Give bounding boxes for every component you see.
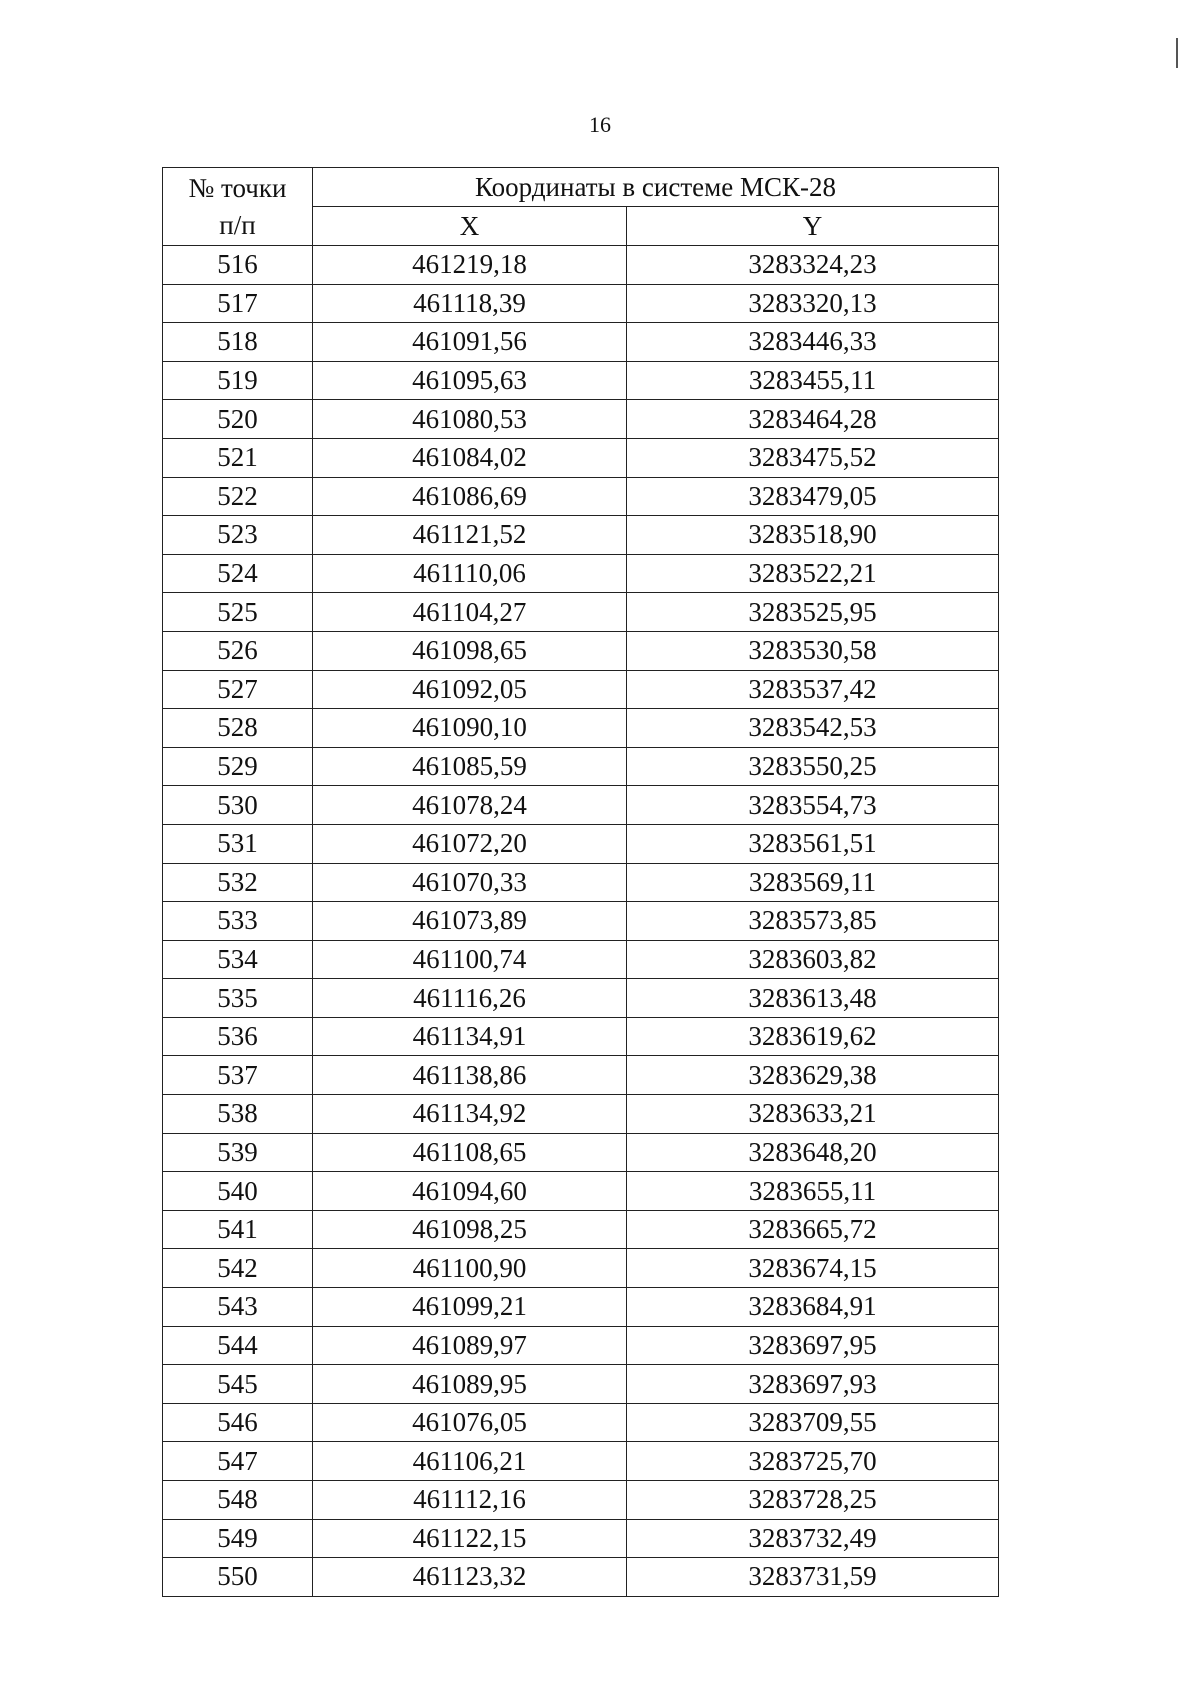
y-coordinate-cell: 3283619,62 bbox=[627, 1017, 999, 1056]
table-row bbox=[163, 1365, 999, 1404]
point-number-cell: 538 bbox=[163, 1095, 313, 1134]
x-coordinate-cell: 461094,60 bbox=[313, 1172, 627, 1211]
table-row bbox=[163, 940, 999, 979]
point-number-cell: 528 bbox=[163, 709, 313, 748]
point-number-cell: 546 bbox=[163, 1403, 313, 1442]
table-row bbox=[163, 979, 999, 1018]
table-row bbox=[163, 1558, 999, 1597]
y-coordinate-cell: 3283732,49 bbox=[627, 1519, 999, 1558]
point-number-cell: 532 bbox=[163, 863, 313, 902]
table-row bbox=[163, 1056, 999, 1095]
table-row bbox=[163, 1172, 999, 1211]
y-coordinate-cell: 3283629,38 bbox=[627, 1056, 999, 1095]
y-coordinate-cell: 3283728,25 bbox=[627, 1481, 999, 1520]
table-row bbox=[163, 593, 999, 632]
table-row bbox=[163, 1519, 999, 1558]
point-number-cell: 536 bbox=[163, 1017, 313, 1056]
x-coordinate-cell: 461100,74 bbox=[313, 940, 627, 979]
y-coordinate-cell: 3283709,55 bbox=[627, 1403, 999, 1442]
x-coordinate-cell: 461092,05 bbox=[313, 670, 627, 709]
y-coordinate-cell: 3283569,11 bbox=[627, 863, 999, 902]
y-coordinate-cell: 3283674,15 bbox=[627, 1249, 999, 1288]
point-number-cell: 549 bbox=[163, 1519, 313, 1558]
x-coordinate-cell: 461138,86 bbox=[313, 1056, 627, 1095]
y-coordinate-cell: 3283518,90 bbox=[627, 516, 999, 555]
y-coordinate-cell: 3283446,33 bbox=[627, 323, 999, 362]
page-number: 16 bbox=[589, 112, 611, 137]
x-coordinate-cell: 461090,10 bbox=[313, 709, 627, 748]
x-coordinate-cell: 461104,27 bbox=[313, 593, 627, 632]
x-coordinate-cell: 461089,97 bbox=[313, 1326, 627, 1365]
y-coordinate-cell: 3283648,20 bbox=[627, 1133, 999, 1172]
x-coordinate-cell: 461219,18 bbox=[313, 246, 627, 285]
point-number-cell: 533 bbox=[163, 902, 313, 941]
point-number-cell: 518 bbox=[163, 323, 313, 362]
table-row bbox=[163, 863, 999, 902]
point-number-cell: 541 bbox=[163, 1210, 313, 1249]
point-number-cell: 520 bbox=[163, 400, 313, 439]
point-number-cell: 521 bbox=[163, 438, 313, 477]
x-coordinate-cell: 461122,15 bbox=[313, 1519, 627, 1558]
x-coordinate-cell: 461085,59 bbox=[313, 747, 627, 786]
y-coordinate-cell: 3283697,93 bbox=[627, 1365, 999, 1404]
y-coordinate-cell: 3283320,13 bbox=[627, 284, 999, 323]
x-coordinate-cell: 461076,05 bbox=[313, 1403, 627, 1442]
x-coordinate-cell: 461089,95 bbox=[313, 1365, 627, 1404]
table-row bbox=[163, 1095, 999, 1134]
point-number-cell: 517 bbox=[163, 284, 313, 323]
table-row bbox=[163, 1133, 999, 1172]
coordinates-table bbox=[162, 167, 999, 1597]
point-number-cell: 540 bbox=[163, 1172, 313, 1211]
point-number-header-line1: № точки bbox=[188, 173, 287, 204]
point-number-header bbox=[163, 168, 313, 246]
y-coordinate-cell: 3283537,42 bbox=[627, 670, 999, 709]
point-number-cell: 529 bbox=[163, 747, 313, 786]
point-number-cell: 537 bbox=[163, 1056, 313, 1095]
table-row bbox=[163, 824, 999, 863]
point-number-cell: 545 bbox=[163, 1365, 313, 1404]
table-row bbox=[163, 631, 999, 670]
table-row bbox=[163, 670, 999, 709]
coordinates-system-header: Координаты в системе МСК-28 bbox=[313, 168, 999, 207]
y-coordinate-cell: 3283479,05 bbox=[627, 477, 999, 516]
x-coordinate-cell: 461134,91 bbox=[313, 1017, 627, 1056]
y-coordinate-cell: 3283633,21 bbox=[627, 1095, 999, 1134]
table-row bbox=[163, 747, 999, 786]
x-coordinate-cell: 461134,92 bbox=[313, 1095, 627, 1134]
table-row bbox=[163, 284, 999, 323]
y-coordinate-cell: 3283725,70 bbox=[627, 1442, 999, 1481]
y-coordinate-cell: 3283464,28 bbox=[627, 400, 999, 439]
table-row bbox=[163, 1249, 999, 1288]
point-number-cell: 544 bbox=[163, 1326, 313, 1365]
y-coordinate-cell: 3283561,51 bbox=[627, 824, 999, 863]
point-number-cell: 535 bbox=[163, 979, 313, 1018]
table-row bbox=[163, 1210, 999, 1249]
y-coordinate-cell: 3283554,73 bbox=[627, 786, 999, 825]
x-coordinate-cell: 461116,26 bbox=[313, 979, 627, 1018]
table-row bbox=[163, 400, 999, 439]
table-row bbox=[163, 902, 999, 941]
table-row bbox=[163, 554, 999, 593]
table-row bbox=[163, 1442, 999, 1481]
point-number-cell: 550 bbox=[163, 1558, 313, 1597]
x-coordinate-cell: 461123,32 bbox=[313, 1558, 627, 1597]
table-row bbox=[163, 438, 999, 477]
table-body bbox=[163, 246, 999, 1597]
scan-edge-mark bbox=[1176, 38, 1178, 68]
y-coordinate-cell: 3283530,58 bbox=[627, 631, 999, 670]
point-number-cell: 523 bbox=[163, 516, 313, 555]
x-coordinate-cell: 461121,52 bbox=[313, 516, 627, 555]
table-row bbox=[163, 1481, 999, 1520]
y-coordinate-cell: 3283550,25 bbox=[627, 747, 999, 786]
table-row bbox=[163, 477, 999, 516]
x-coordinate-cell: 461080,53 bbox=[313, 400, 627, 439]
x-coordinate-cell: 461118,39 bbox=[313, 284, 627, 323]
y-coordinate-cell: 3283525,95 bbox=[627, 593, 999, 632]
y-column-header: Y bbox=[627, 207, 999, 246]
point-number-cell: 539 bbox=[163, 1133, 313, 1172]
table-row bbox=[163, 323, 999, 362]
x-coordinate-cell: 461098,65 bbox=[313, 631, 627, 670]
point-number-cell: 524 bbox=[163, 554, 313, 593]
y-coordinate-cell: 3283697,95 bbox=[627, 1326, 999, 1365]
point-number-cell: 548 bbox=[163, 1481, 313, 1520]
point-number-cell: 525 bbox=[163, 593, 313, 632]
table-row bbox=[163, 786, 999, 825]
x-coordinate-cell: 461073,89 bbox=[313, 902, 627, 941]
y-coordinate-cell: 3283731,59 bbox=[627, 1558, 999, 1597]
point-number-header-line2: п/п bbox=[219, 209, 256, 240]
x-coordinate-cell: 461110,06 bbox=[313, 554, 627, 593]
point-number-cell: 526 bbox=[163, 631, 313, 670]
point-number-cell: 534 bbox=[163, 940, 313, 979]
x-coordinate-cell: 461112,16 bbox=[313, 1481, 627, 1520]
x-coordinate-cell: 461106,21 bbox=[313, 1442, 627, 1481]
table-row bbox=[163, 1017, 999, 1056]
point-number-cell: 530 bbox=[163, 786, 313, 825]
x-coordinate-cell: 461100,90 bbox=[313, 1249, 627, 1288]
point-number-cell: 543 bbox=[163, 1288, 313, 1327]
y-coordinate-cell: 3283573,85 bbox=[627, 902, 999, 941]
point-number-cell: 522 bbox=[163, 477, 313, 516]
x-coordinate-cell: 461084,02 bbox=[313, 438, 627, 477]
point-number-cell: 519 bbox=[163, 361, 313, 400]
x-coordinate-cell: 461070,33 bbox=[313, 863, 627, 902]
x-coordinate-cell: 461078,24 bbox=[313, 786, 627, 825]
y-coordinate-cell: 3283665,72 bbox=[627, 1210, 999, 1249]
y-coordinate-cell: 3283455,11 bbox=[627, 361, 999, 400]
y-coordinate-cell: 3283542,53 bbox=[627, 709, 999, 748]
table-row bbox=[163, 246, 999, 285]
point-number-cell: 531 bbox=[163, 824, 313, 863]
y-coordinate-cell: 3283655,11 bbox=[627, 1172, 999, 1211]
table-row bbox=[163, 361, 999, 400]
x-coordinate-cell: 461098,25 bbox=[313, 1210, 627, 1249]
table-header bbox=[163, 168, 999, 246]
point-number-cell: 542 bbox=[163, 1249, 313, 1288]
table-row bbox=[163, 1403, 999, 1442]
y-coordinate-cell: 3283475,52 bbox=[627, 438, 999, 477]
y-coordinate-cell: 3283603,82 bbox=[627, 940, 999, 979]
y-coordinate-cell: 3283684,91 bbox=[627, 1288, 999, 1327]
point-number-cell: 527 bbox=[163, 670, 313, 709]
y-coordinate-cell: 3283613,48 bbox=[627, 979, 999, 1018]
x-coordinate-cell: 461072,20 bbox=[313, 824, 627, 863]
x-coordinate-cell: 461086,69 bbox=[313, 477, 627, 516]
y-coordinate-cell: 3283324,23 bbox=[627, 246, 999, 285]
table-row bbox=[163, 709, 999, 748]
point-number-cell: 516 bbox=[163, 246, 313, 285]
header-row-top bbox=[163, 168, 999, 207]
x-coordinate-cell: 461108,65 bbox=[313, 1133, 627, 1172]
table-row bbox=[163, 516, 999, 555]
x-coordinate-cell: 461095,63 bbox=[313, 361, 627, 400]
x-column-header: X bbox=[313, 207, 627, 246]
x-coordinate-cell: 461091,56 bbox=[313, 323, 627, 362]
table-row bbox=[163, 1288, 999, 1327]
x-coordinate-cell: 461099,21 bbox=[313, 1288, 627, 1327]
y-coordinate-cell: 3283522,21 bbox=[627, 554, 999, 593]
table-row bbox=[163, 1326, 999, 1365]
point-number-cell: 547 bbox=[163, 1442, 313, 1481]
